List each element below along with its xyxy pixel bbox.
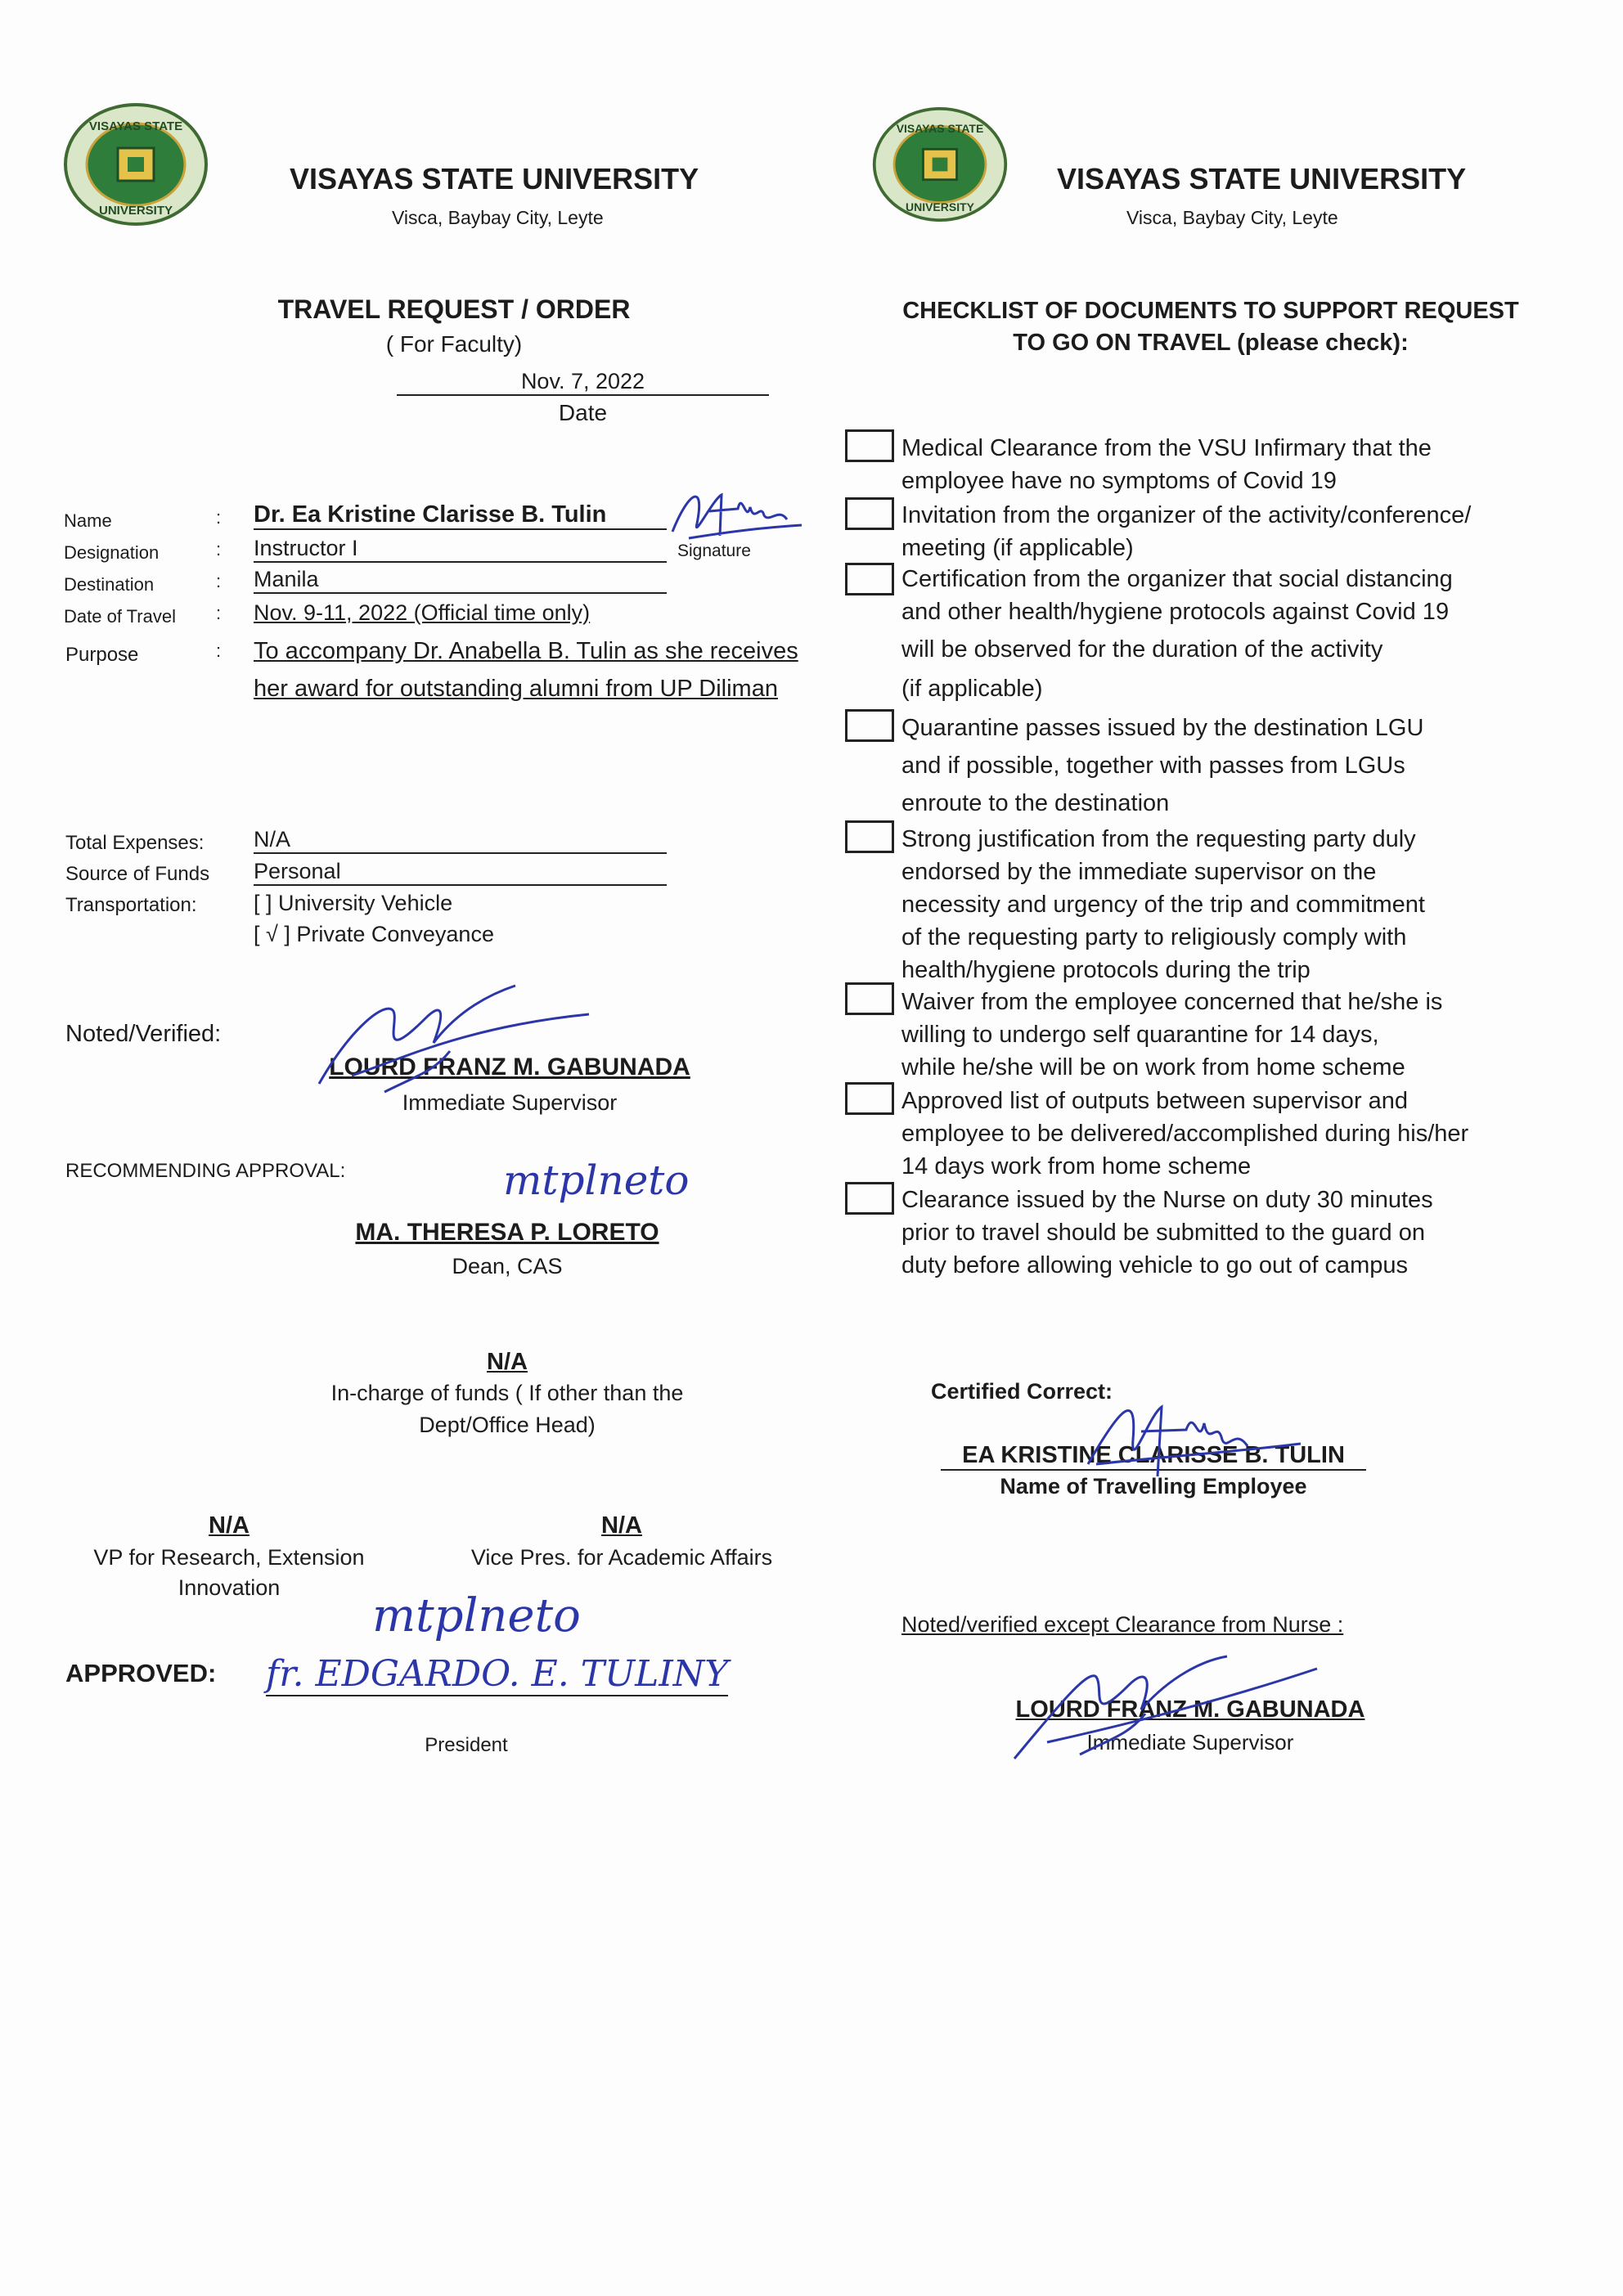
dean-name: MA. THERESA P. LORETO [355, 1219, 659, 1246]
incharge-line2: Dept/Office Head) [419, 1413, 596, 1437]
approved-label: APPROVED: [65, 1659, 217, 1687]
purpose-label: Purpose [65, 644, 139, 666]
date-of-travel-colon: : [216, 603, 222, 623]
vp-research-value: N/A [209, 1512, 250, 1539]
vp-research-line1: VP for Research, Extension [93, 1545, 365, 1570]
svg-text:VISAYAS STATE: VISAYAS STATE [88, 119, 183, 133]
purpose-line1: To accompany Dr. Anabella B. Tulin as she receives [254, 638, 798, 664]
transport-private-conveyance: [ √ ] Private Conveyance [254, 922, 494, 946]
checklist-item-justification: Strong justification from the requesting party duly endorsed by the immediate supervisor on the necessity and urgency of the trip and commitment of the requesting party to religiously comply with health/hygiene protocols during the trip [901, 826, 1425, 983]
university-seal-left [62, 103, 209, 226]
name-label: Name [64, 510, 112, 531]
purpose-colon: : [216, 640, 222, 661]
checklist-checkbox-medical-clearance[interactable] [845, 429, 894, 462]
total-expenses-label: Total Expenses: [65, 832, 205, 854]
dean-role: Dean, CAS [452, 1254, 563, 1278]
approved-handwriting-top: mtplneto [372, 1589, 581, 1642]
date-of-travel-label: Date of Travel [64, 606, 176, 627]
signature-supervisor [303, 977, 597, 1100]
university-seal-right [871, 103, 1009, 226]
destination-value: Manila [254, 567, 667, 594]
checklist-item-nurse-clearance: Clearance issued by the Nurse on duty 30 minutes prior to travel should be submitted to the guard on duty before allowing vehicle to go out of campus [901, 1187, 1433, 1278]
supervisor-name: LOURD FRANZ M. GABUNADA [329, 1054, 690, 1081]
certified-employee-role: Name of Travelling Employee [1000, 1474, 1307, 1498]
checklist-item-invitation: Invitation from the organizer of the activity/conference/ meeting (if applicable) [901, 502, 1472, 561]
incharge-value: N/A [487, 1349, 528, 1375]
form-subtitle: ( For Faculty) [385, 331, 523, 357]
designation-value: Instructor I [254, 536, 667, 563]
checklist-checkbox-outputs[interactable] [845, 1082, 894, 1115]
form-title: TRAVEL REQUEST / ORDER [277, 294, 631, 324]
certified-employee-name: EA KRISTINE CLARISSE B. TULIN [941, 1442, 1366, 1471]
checklist-checkbox-invitation[interactable] [845, 497, 894, 530]
checklist-item-outputs: Approved list of outputs between supervisor and employee to be delivered/accomplished during his/her 14 days work from home scheme [901, 1088, 1469, 1179]
source-of-funds-value: Personal [254, 859, 667, 886]
university-address-right: Visca, Baybay City, Leyte [1126, 207, 1338, 228]
checklist-title-line1: CHECKLIST OF DOCUMENTS TO SUPPORT REQUEST [902, 298, 1519, 324]
name-colon: : [216, 507, 222, 528]
noted-except-label: Noted/verified except Clearance from Nurse : [901, 1612, 1344, 1637]
date-of-travel-value: Nov. 9-11, 2022 (Official time only) [254, 600, 591, 625]
recommending-handwriting: mtplneto [503, 1157, 690, 1204]
checklist-checkbox-justification[interactable] [845, 820, 894, 853]
university-name-right: VISAYAS STATE UNIVERSITY [1057, 162, 1467, 195]
designation-colon: : [216, 539, 222, 559]
name-value: Dr. Ea Kristine Clarisse B. Tulin [254, 501, 667, 530]
purpose-line2: her award for outstanding alumni from UP Diliman [254, 676, 778, 702]
checklist-item-medical-clearance: Medical Clearance from the VSU Infirmary that the employee have no symptoms of Covid 19 [901, 435, 1432, 494]
supervisor-role: Immediate Supervisor [402, 1090, 618, 1115]
checklist-title-line2: TO GO ON TRAVEL (please check): [1013, 330, 1409, 356]
destination-label: Destination [64, 574, 155, 595]
designation-label: Designation [64, 542, 160, 563]
president-role: President [425, 1734, 508, 1756]
transportation-label: Transportation: [65, 894, 197, 916]
vp-research-line2: Innovation [178, 1575, 281, 1600]
total-expenses-value: N/A [254, 827, 667, 854]
date-value: Nov. 7, 2022 [397, 369, 769, 396]
checklist-checkbox-waiver[interactable] [845, 982, 894, 1015]
university-name-left: VISAYAS STATE UNIVERSITY [290, 162, 699, 195]
checklist-item-waiver: Waiver from the employee concerned that he/she is willing to undergo self quarantine for 14 days, while he/she will be on work from home scheme [901, 989, 1443, 1081]
checklist-checkbox-nurse-clearance[interactable] [845, 1182, 894, 1215]
right-supervisor-name: LOURD FRANZ M. GABUNADA [1015, 1696, 1365, 1723]
svg-text:UNIVERSITY: UNIVERSITY [905, 200, 975, 213]
noted-verified-label: Noted/Verified: [65, 1021, 222, 1047]
certified-correct-label: Certified Correct: [931, 1379, 1113, 1404]
recommending-approval-label: RECOMMENDING APPROVAL: [65, 1160, 346, 1182]
destination-colon: : [216, 571, 222, 591]
signature-applicant [664, 474, 803, 548]
right-supervisor-role: Immediate Supervisor [1086, 1730, 1294, 1755]
vp-academic-line1: Vice Pres. for Academic Affairs [470, 1545, 773, 1570]
vp-academic-value: N/A [601, 1512, 642, 1539]
university-address-left: Visca, Baybay City, Leyte [392, 207, 604, 228]
date-label: Date [558, 400, 608, 425]
svg-text:UNIVERSITY: UNIVERSITY [98, 204, 173, 218]
signature-label: Signature [677, 541, 751, 560]
checklist-checkbox-quarantine-passes[interactable] [845, 709, 894, 742]
source-of-funds-label: Source of Funds [65, 863, 210, 885]
transport-university-vehicle: [ ] University Vehicle [254, 891, 453, 915]
checklist-item-certification: Certification from the organizer that social distancing and other health/hygiene protocols against Covid 19 will be observed for the duration of the activity (if applicable) [901, 566, 1453, 702]
incharge-line1: In-charge of funds ( If other than the [330, 1381, 684, 1405]
checklist-checkbox-certification[interactable] [845, 563, 894, 595]
approved-handwriting-name: fr. EDGARDO. E. TULINY [266, 1653, 729, 1695]
svg-text:VISAYAS STATE: VISAYAS STATE [896, 121, 984, 135]
checklist-item-quarantine-passes: Quarantine passes issued by the destination LGU and if possible, together with passes from LGUs enroute to the destination [901, 715, 1424, 816]
